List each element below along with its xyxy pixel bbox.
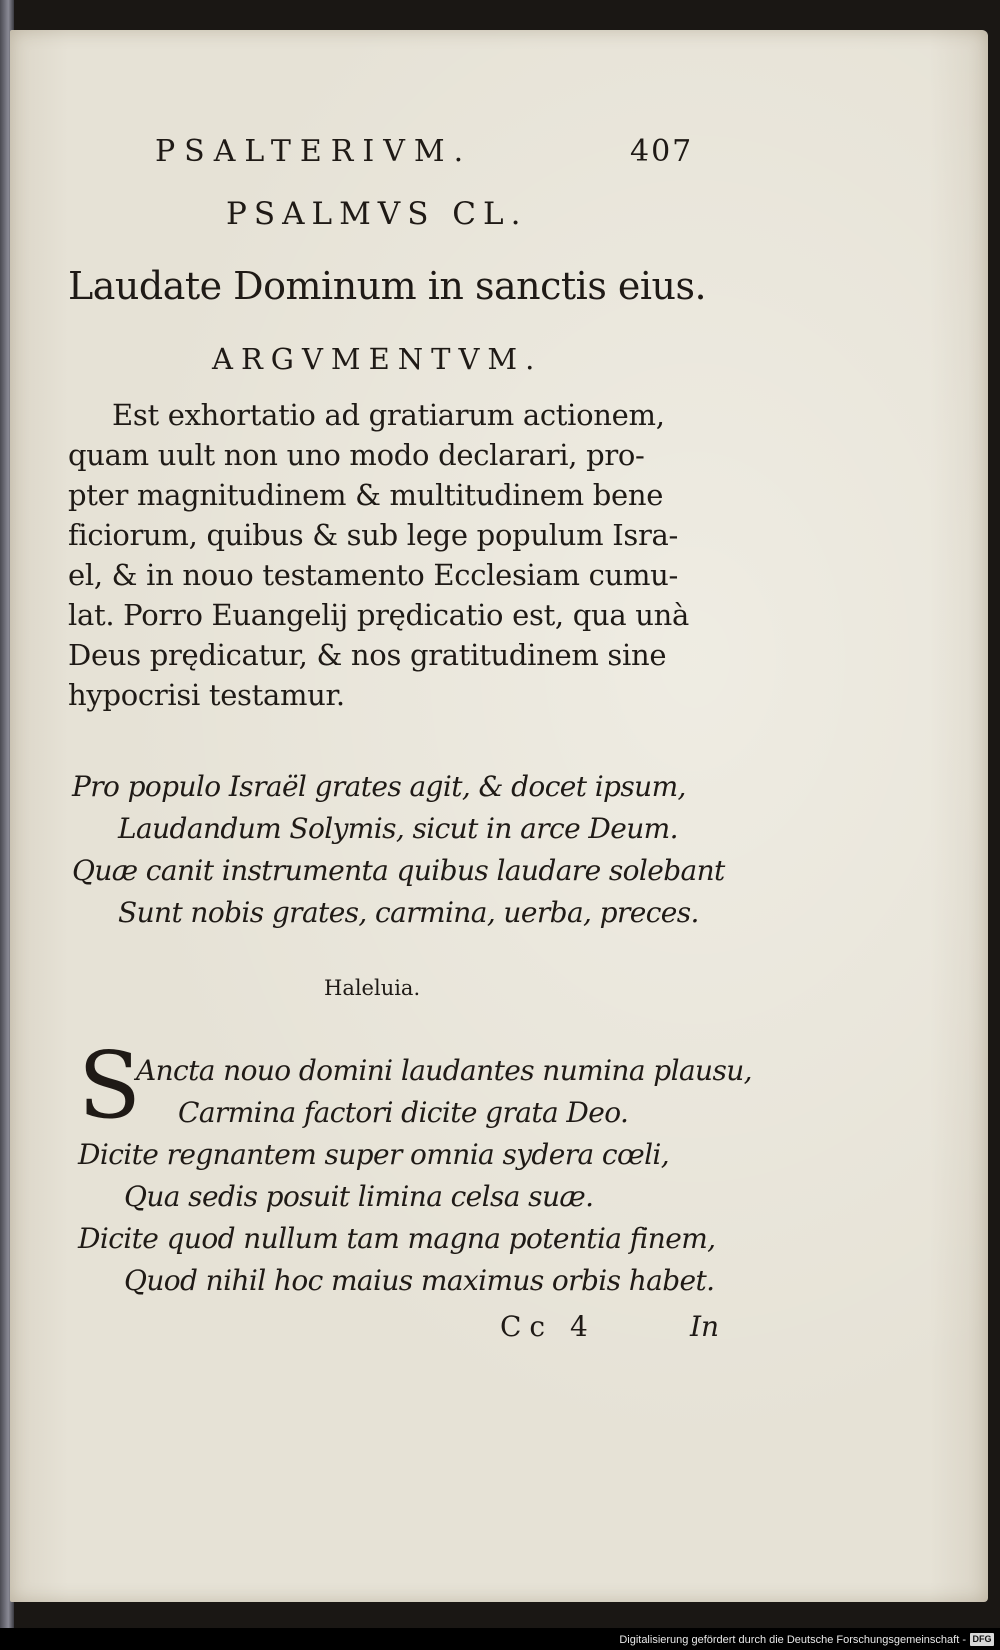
page-number: 407 bbox=[630, 134, 694, 169]
argument-line: el, & in nouo testamento Ecclesiam cumu- bbox=[68, 558, 679, 592]
argument-line: quam uult non uno modo declarari, pro- bbox=[68, 438, 645, 472]
epigram-line: Quæ canit instrumenta quibus laudare solebant bbox=[72, 854, 725, 887]
argument-line: pter magnitudinem & multitudinem bene bbox=[68, 478, 664, 512]
poem-line: Carmina factori dicite grata Deo. bbox=[178, 1096, 629, 1129]
poem-line: Ancta nouo domini laudantes numina plausu, bbox=[136, 1054, 752, 1087]
dfg-logo: DFG bbox=[970, 1633, 994, 1646]
drop-cap-initial: S bbox=[78, 1032, 142, 1139]
epigram-line: Pro populo Israël grates agit, & docet ipsum, bbox=[72, 770, 686, 803]
signature-mark: Cc 4 bbox=[500, 1310, 596, 1343]
argument-line: Deus prędicatur, & nos gratitudinem sine bbox=[68, 638, 667, 672]
catchword: In bbox=[690, 1310, 720, 1343]
argument-heading: ARGVMENTVM. bbox=[212, 342, 543, 376]
argument-line: Est exhortatio ad gratiarum actionem, bbox=[112, 398, 665, 432]
psalm-incipit: Laudate Dominum in sanctis eius. bbox=[68, 264, 707, 308]
haleluia-heading: Haleluia. bbox=[324, 976, 421, 1000]
argument-line: hypocrisi testamur. bbox=[68, 678, 345, 712]
funding-credit: Digitalisierung gefördert durch die Deutsche Forschungsgemeinschaft - bbox=[619, 1634, 966, 1646]
psalm-title: PSALMVS CL. bbox=[226, 196, 528, 232]
poem-line: Qua sedis posuit limina celsa suæ. bbox=[124, 1180, 594, 1213]
poem-line: Dicite regnantem super omnia sydera cœli, bbox=[78, 1138, 670, 1171]
epigram-line: Laudandum Solymis, sicut in arce Deum. bbox=[118, 812, 678, 845]
argument-line: ficiorum, quibus & sub lege populum Isra- bbox=[68, 518, 678, 552]
poem-line: Quod nihil hoc maius maximus orbis habet. bbox=[124, 1264, 715, 1297]
running-head: PSALTERIVM. bbox=[155, 134, 473, 169]
epigram-line: Sunt nobis grates, carmina, uerba, preces. bbox=[118, 896, 699, 929]
poem-line: Dicite quod nullum tam magna potentia finem, bbox=[78, 1222, 716, 1255]
argument-line: lat. Porro Euangelij prędicatio est, qua unà bbox=[68, 598, 690, 632]
